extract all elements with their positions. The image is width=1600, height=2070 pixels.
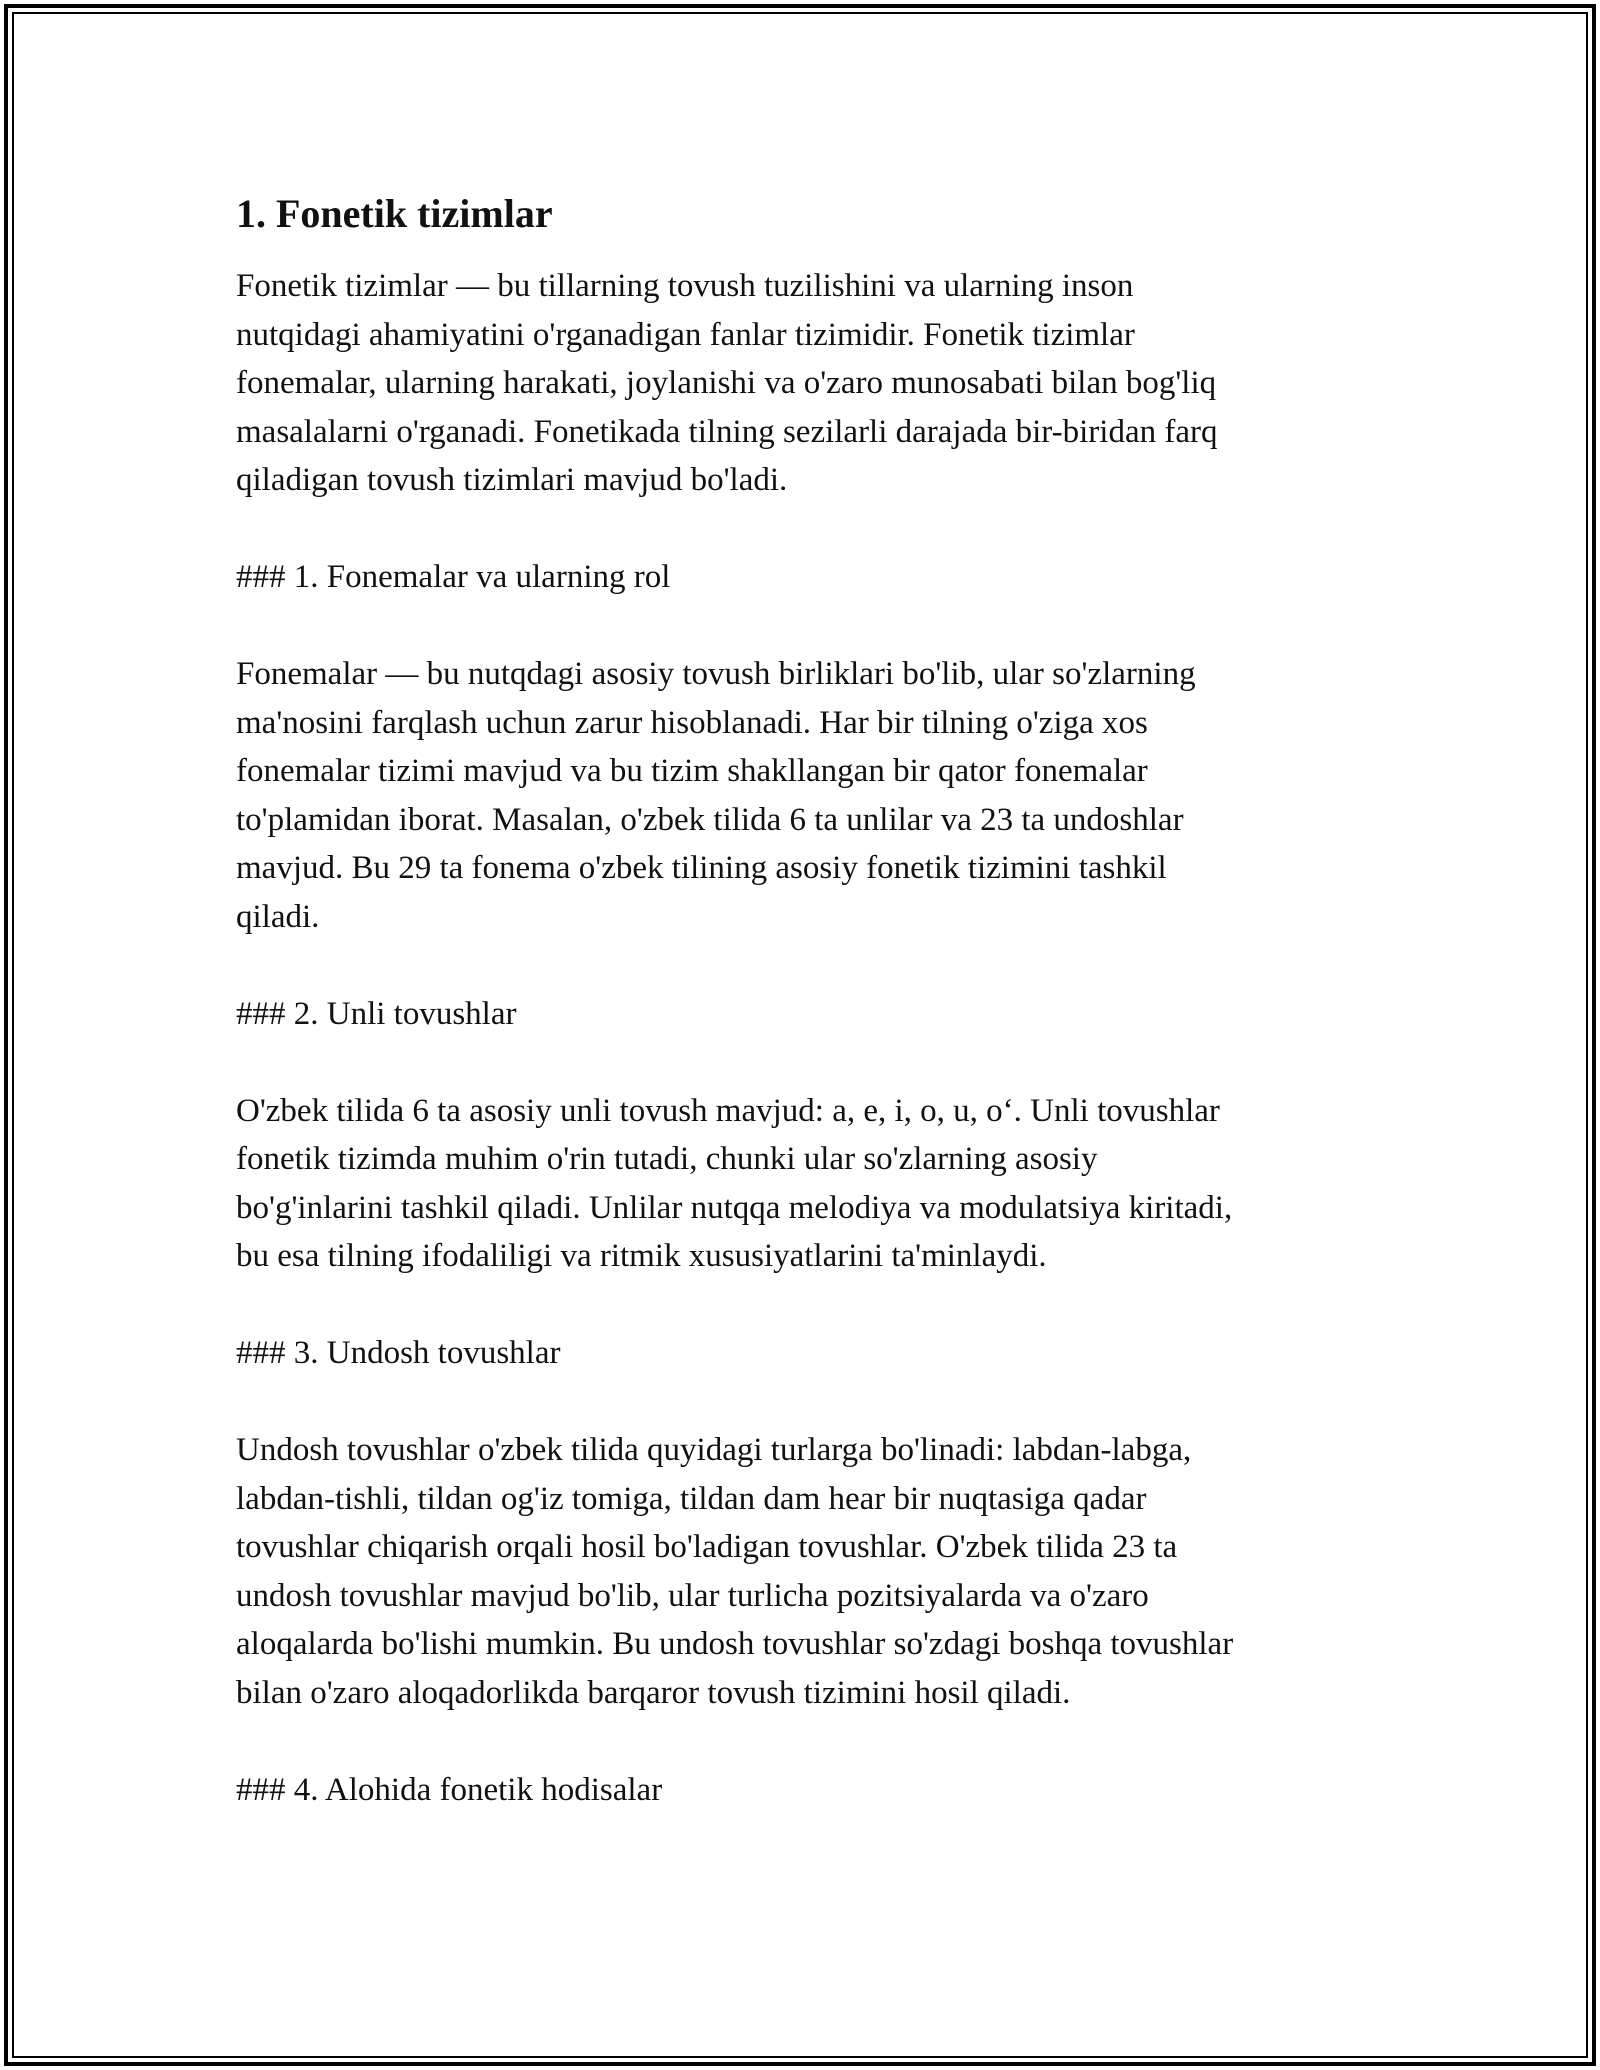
section-heading-unli: ### 2. Unli tovushlar: [236, 995, 517, 1032]
section-heading-undosh: ### 3. Undosh tovushlar: [236, 1335, 561, 1371]
section-heading-hodisalar: ### 4. Alohida fonetik hodisalar: [236, 1771, 663, 1808]
unli-paragraph: O'zbek tilida 6 ta asosiy unli tovush mavjud: a, e, i, o, u, o‘. Unli tovushlar fonetik tizimda muhim o'rin tutadi, chunki ular so'zlarning asosiy bo'g'inlarini tashkil qiladi. Unlilar nutqqa melodiya va modulatsiya kiritadi, bu esa tilning ifodaliligi va ritmik xususiyatlarini ta'minlaydi.: [236, 1092, 1233, 1274]
document-body: [236, 186, 1366, 1814]
section-heading-fonemalar: ### 1. Fonemalar va ularning rol: [236, 559, 671, 595]
undosh-paragraph: Undosh tovushlar o'zbek tilida quyidagi turlarga bo'linadi: labdan-labga, labdan-tishli, tildan og'iz tomiga, tildan dam hear bir nuqtasiga qadar tovushlar chiqarish orqali hosil bo'ladigan tovushlar. O'zbek tilida 23 ta undosh tovushlar mavjud bo'lib, ular turlicha pozitsiyalarda va o'zaro aloqalarda bo'lishi mumkin. Bu undosh tovushlar so'zdagi boshqa tovushlar bilan o'zaro aloqadorlikda barqaror tovush tizimini hosil qiladi.: [236, 1432, 1234, 1711]
intro-paragraph: Fonetik tizimlar — bu tillarning tovush tuzilishini va ularning inson nutqidagi ahamiyatini o'rganadigan fanlar tizimidir. Fonetik tizimlar fonemalar, ularning harakati, joylanishi va o'zaro munosabati bilan bog'liq masalalarni o'rganadi. Fonetikada tilning sezilarli darajada bir-biridan farq qiladigan tovush tizimlari mavjud bo'ladi.: [236, 268, 1218, 498]
fonemalar-paragraph: Fonemalar — bu nutqdagi asosiy tovush birliklari bo'lib, ular so'zlarning ma'nosini farqlash uchun zarur hisoblanadi. Har bir tilning o'ziga xos fonemalar tizimi mavjud va bu tizim shakllangan bir qator fonemalar to'plamidan iborat. Masalan, o'zbek tilida 6 ta unlilar va 23 ta undoshlar mavjud. Bu 29 ta fonema o'zbek tilining asosiy fonetik tizimini tashkil qiladi.: [236, 656, 1196, 935]
document-title: 1. Fonetik tizimlar: [236, 191, 553, 236]
